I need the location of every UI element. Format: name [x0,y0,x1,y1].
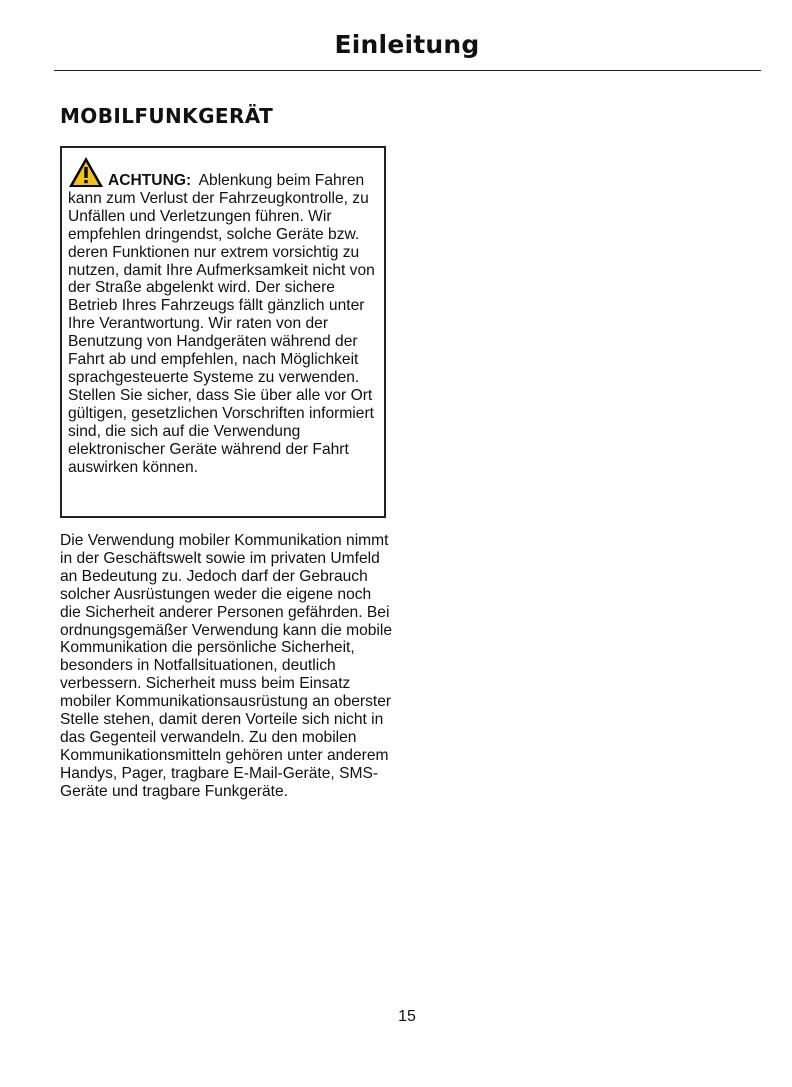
header-divider [54,70,761,71]
warning-box [60,146,386,518]
warning-text-block [68,172,386,476]
page-number: 15 [398,1008,416,1025]
page-header-title: Einleitung [334,30,480,59]
body-paragraph: Die Verwendung mobiler Kommunikation nimmt in der Geschäftswelt sowie im privaten Umfeld an Bedeutung zu. Jedoch darf der Gebrauch solcher Ausrüstungen weder die eigene noch die Sicherheit anderer Personen gefährden. Bei ordnungsgemäßer Verwendung kann die mobile Kommunikation die persönliche Sicherheit, besonders in Notfallsituationen, deutlich verbessern. Sicherheit muss beim Einsatz mobiler Kommunikationsausrüstung an oberster Stelle stehen, damit deren Vorteile sich nicht in das Gegenteil verwandeln. Zu den mobilen Kommunikationsmitteln gehören unter anderem Handys, Pager, tragbare E-Mail-Geräte, SMS-Geräte und tragbare Funkgeräte. [60,532,393,800]
warning-label: ACHTUNG: [108,172,192,189]
section-heading: MOBILFUNKGERÄT [60,104,274,128]
warning-body: Ablenkung beim Fahren kann zum Verlust der Fahrzeugkontrolle, zu Unfällen und Verletzungen führen. Wir empfehlen dringendst, solche Geräte bzw. deren Funktionen nur extrem vorsichtig zu nutzen, damit Ihre Aufmerksamkeit nicht von der Straße abgelenkt wird. Der sichere Betrieb Ihres Fahrzeugs fällt gänzlich unter Ihre Verantwortung. Wir raten von der Benutzung von Handgeräten während der Fahrt ab und empfehlen, nach Möglichkeit sprachgesteuerte Systeme zu verwenden. Stellen Sie sicher, dass Sie über alle vor Ort gültigen, gesetzlichen Vorschriften informiert sind, die sich auf die Verwendung elektronischer Geräte während der Fahrt auswirken können. [68,172,375,476]
